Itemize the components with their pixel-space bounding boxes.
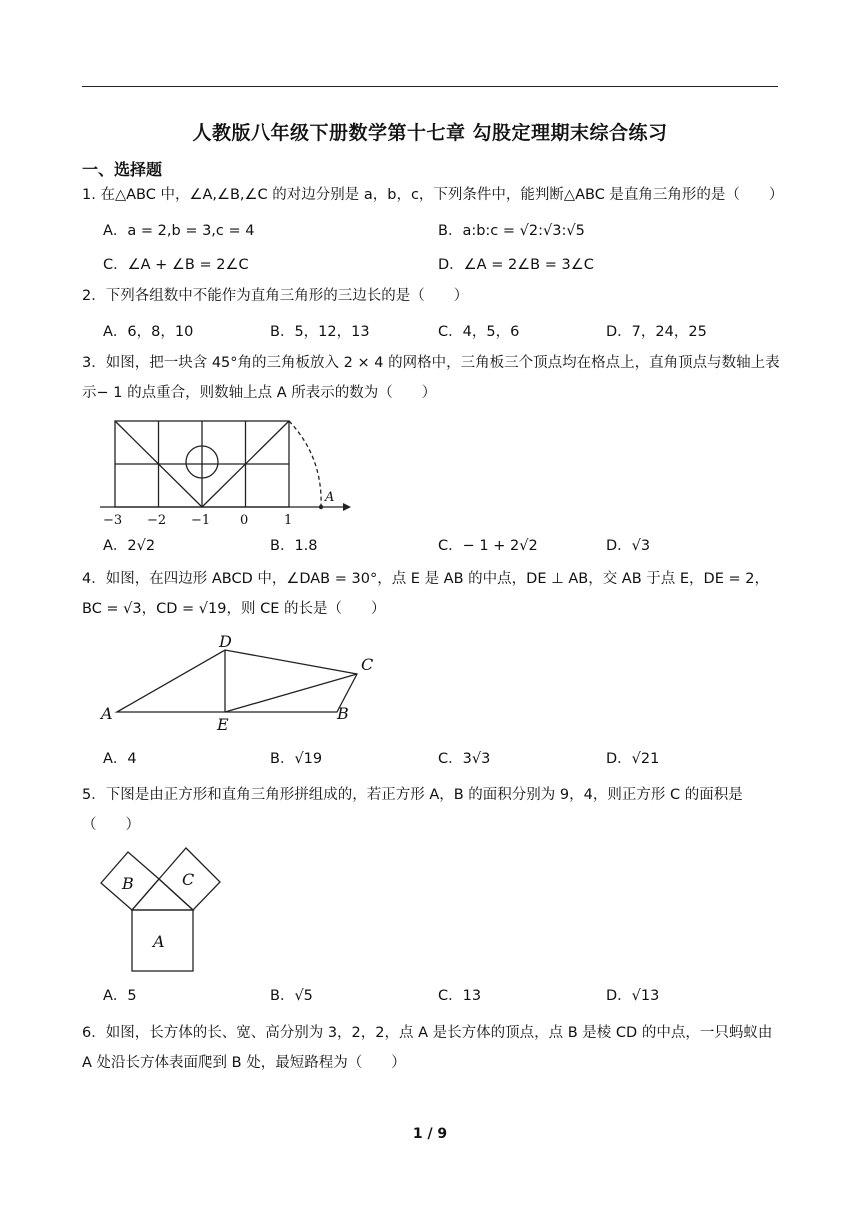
tick-label-neg2: −2 bbox=[147, 513, 167, 528]
section-heading: 一、选择题 bbox=[82, 160, 163, 179]
label-e: E bbox=[217, 715, 229, 734]
q5-option-d[interactable]: D．√13 bbox=[606, 988, 660, 1004]
label-c: C bbox=[361, 655, 374, 674]
q3-option-c[interactable]: C．− 1 + 2√2 bbox=[438, 538, 538, 554]
q2-option-c[interactable]: C．4，5，6 bbox=[438, 324, 520, 340]
q4-option-c[interactable]: C．3√3 bbox=[438, 751, 491, 767]
q3-option-b[interactable]: B．1.8 bbox=[270, 538, 318, 554]
question-3-stem: 3．如图，把一块含 45°角的三角板放入 2 × 4 的网格中，三角板三个顶点均在格点上，直角顶点与数轴上表示− 1 的点重合，则数轴上点 A 所表示的数为（ ） bbox=[82, 355, 780, 401]
point-a-label: A bbox=[325, 490, 335, 505]
question-4-stem: 4．如图，在四边形 ABCD 中，∠DAB = 30°，点 E 是 AB 的中点，DE ⊥ AB，交 AB 于点 E，DE = 2，BC = √3，CD = √19，则 CE 的长是（ ） bbox=[82, 571, 769, 617]
q2-option-b[interactable]: B．5，12，13 bbox=[270, 324, 370, 340]
q2-option-a[interactable]: A．6，8，10 bbox=[103, 324, 194, 340]
q5-option-c[interactable]: C．13 bbox=[438, 988, 482, 1004]
question-5-stem: 5．下图是由正方形和直角三角形拼组成的，若正方形 A，B 的面积分别为 9，4，则正方形 C 的面积是（ ） bbox=[82, 787, 743, 833]
q5-option-b[interactable]: B．√5 bbox=[270, 988, 313, 1004]
tick-label-1: 1 bbox=[284, 513, 293, 528]
label-square-c: C bbox=[182, 870, 195, 889]
tick-label-neg3: −3 bbox=[103, 513, 123, 528]
page-number: 1 / 9 bbox=[412, 1126, 448, 1142]
q1-option-c[interactable]: C．∠A + ∠B = 2∠C bbox=[103, 257, 249, 273]
q4-option-d[interactable]: D．√21 bbox=[606, 751, 660, 767]
q4-quadrilateral-figure bbox=[95, 630, 395, 735]
label-square-a: A bbox=[153, 932, 165, 951]
q3-grid-figure bbox=[95, 412, 355, 528]
header-rule bbox=[82, 86, 778, 87]
label-d: D bbox=[219, 632, 232, 651]
q1-option-d[interactable]: D．∠A = 2∠B = 3∠C bbox=[438, 257, 594, 273]
q3-option-a[interactable]: A．2√2 bbox=[103, 538, 156, 554]
q4-option-a[interactable]: A．4 bbox=[103, 751, 137, 767]
arc-dashed bbox=[289, 421, 321, 507]
q1-option-b[interactable]: B．a:b:c = √2:√3:√5 bbox=[438, 223, 585, 239]
label-a: A bbox=[101, 704, 113, 723]
q5-option-a[interactable]: A．5 bbox=[103, 988, 137, 1004]
point-a-dot bbox=[319, 505, 323, 509]
quadrilateral-abcd bbox=[117, 650, 357, 712]
question-2-stem: 2．下列各组数中不能作为直角三角形的三边长的是（ ） bbox=[82, 288, 469, 304]
q5-squares-figure bbox=[95, 842, 235, 977]
q3-option-d[interactable]: D．√3 bbox=[606, 538, 651, 554]
tick-label-neg1: −1 bbox=[191, 513, 211, 528]
label-square-b: B bbox=[122, 874, 134, 893]
axis-arrow bbox=[343, 503, 351, 511]
question-6-stem: 6．如图，长方体的长、宽、高分别为 3，2，2，点 A 是长方体的顶点，点 B 是棱 CD 的中点，一只蚂蚁由 A 处沿长方体表面爬到 B 处，最短路程为（ ） bbox=[82, 1025, 773, 1071]
q1-option-a[interactable]: A．a = 2,b = 3,c = 4 bbox=[103, 223, 255, 239]
label-b: B bbox=[337, 704, 349, 723]
page-title: 人教版八年级下册数学第十七章 勾股定理期末综合练习 bbox=[192, 122, 668, 144]
question-1-stem: 1. 在△ABC 中，∠A,∠B,∠C 的对边分别是 a，b，c，下列条件中，能判断△ABC 是直角三角形的是（ ） bbox=[82, 187, 784, 203]
tick-label-0: 0 bbox=[240, 513, 249, 528]
q4-option-b[interactable]: B．√19 bbox=[270, 751, 323, 767]
q2-option-d[interactable]: D．7，24，25 bbox=[606, 324, 707, 340]
